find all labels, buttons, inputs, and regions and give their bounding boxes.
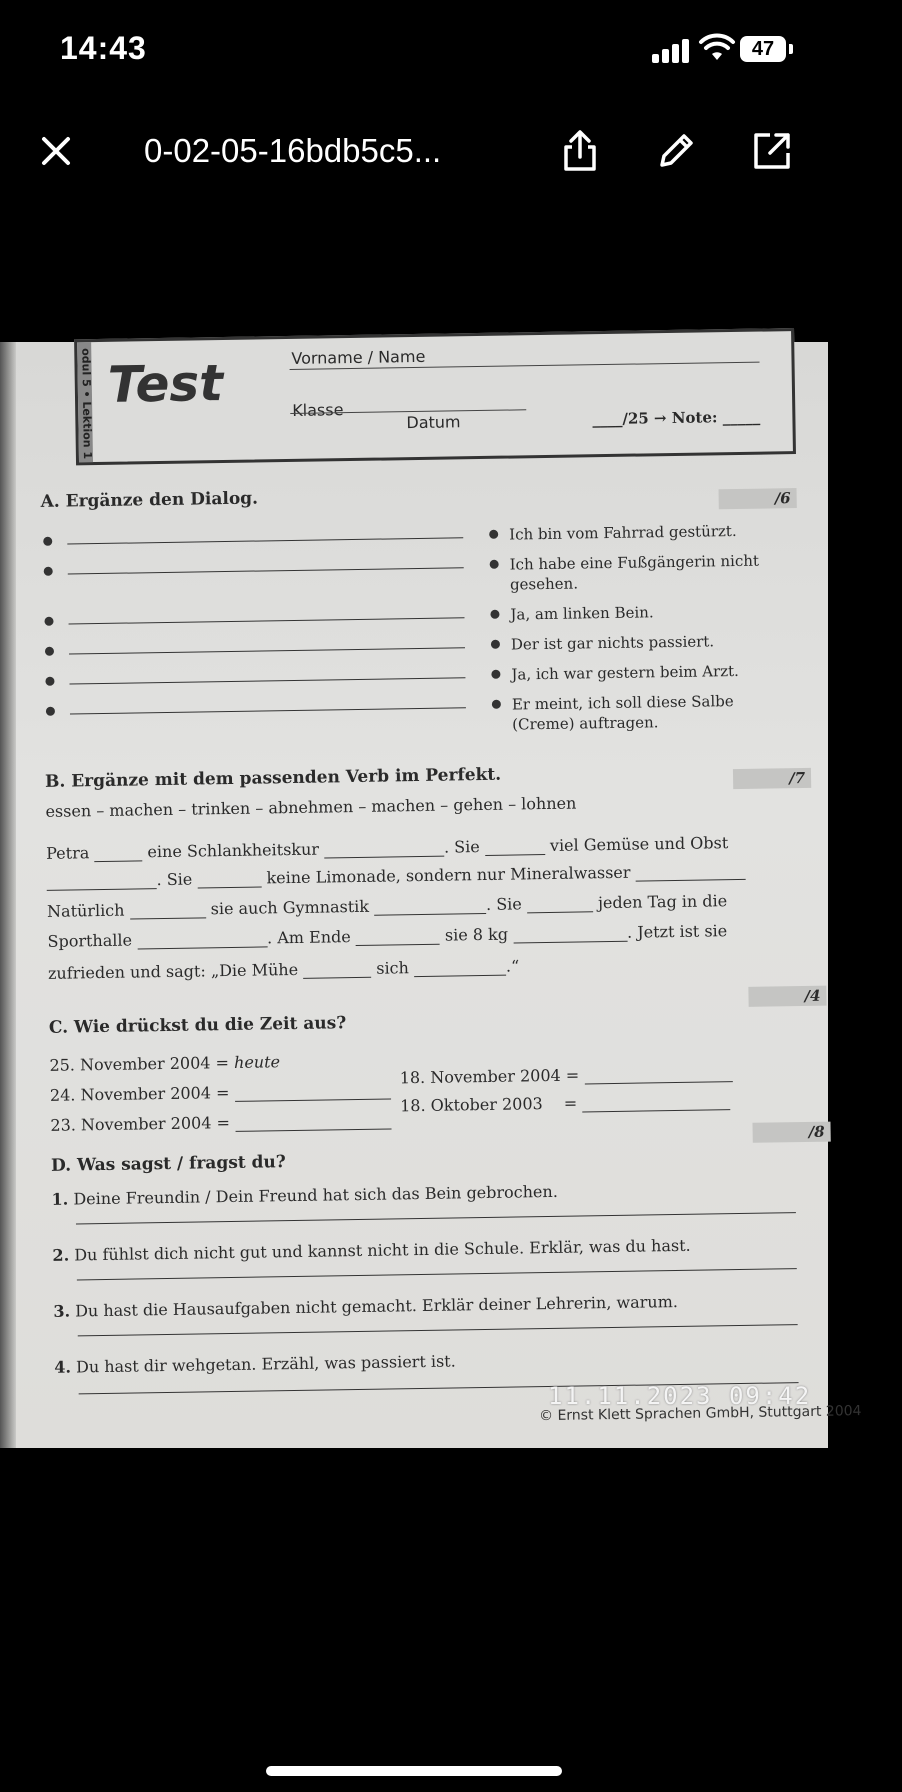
cloze-line [46,861,745,891]
cloze-line [47,921,727,951]
date-row [50,1080,391,1104]
blank [356,930,440,946]
blank [129,903,205,919]
blank [635,865,745,882]
equals-sign: = [565,1065,580,1085]
blank [197,872,261,888]
section-b-title: B. Ergänze mit dem passenden Verb im Perfekt. [44,764,502,792]
equals-sign: = [216,1113,231,1133]
dialog-row [39,660,799,694]
dialog-answer: Ich bin vom Fahrrad gestürzt. [509,521,737,544]
blank [234,1084,390,1101]
blank [584,1067,732,1084]
cloze-text: eine Schlankheitskur [147,839,320,862]
home-indicator[interactable] [266,1766,562,1776]
section-d-title: D. Was sagst / fragst du? [50,1152,286,1176]
cloze-text: Natürlich [46,900,125,921]
klasse-label: Klasse [292,400,344,420]
cloze-text: Sporthalle [47,930,133,951]
copyright-notice: © Ernst Klett Sprachen GmbH, Stuttgart 2004 [538,1403,862,1425]
cloze-text: Petra [46,843,90,863]
question-number: 4. [54,1357,72,1377]
question-item [53,1292,678,1321]
cloze-text: sie auch Gymnastik [210,896,370,919]
dialog-row [37,520,797,554]
status-bar [0,0,828,100]
equals-sign: = [563,1093,578,1113]
date-label: 18. November 2004 [399,1065,561,1088]
bullet [44,567,53,576]
cloze-text: sie 8 kg [444,924,509,945]
blank [47,874,157,891]
name-label: Vorname / Name [291,346,426,368]
file-title: 0-02-05-16bdb5c5... [144,132,442,169]
lesson-label: odul 5 • Lektion 1 [79,348,94,460]
blank [137,932,267,949]
book-spine-edge [0,342,16,1448]
cloze-text: . Am Ende [266,927,351,948]
date-answer: = heute [215,1052,281,1073]
bullet [45,677,54,686]
battery-indicator: 47 [740,36,786,62]
close-icon[interactable] [34,129,78,173]
answer-line [69,617,465,624]
bullet [491,640,500,649]
blank [324,842,444,859]
answer-line [78,1324,798,1336]
dialog-answer: Er meint, ich soll diese Salbe (Creme) auftragen. [511,692,734,734]
answer-line [68,567,464,574]
section-b-score: /7 [733,768,811,789]
date-label: 18. Oktober 2003 [400,1094,543,1116]
bullet [490,610,499,619]
answer-line [77,1268,797,1280]
answer-line [76,1212,796,1224]
blank [582,1095,730,1112]
date-label: 23. November 2004 [50,1113,212,1135]
question-text: Du fühlst dich nicht gut und kannst nicht in die Schule. Erklär, was du hast. [74,1235,691,1265]
bullet [489,530,498,539]
open-external-icon[interactable] [750,129,794,173]
bullet [491,670,500,679]
dialog-answer: Ich habe eine Fußgängerin nicht gesehen. [509,551,760,594]
blank [235,1114,391,1131]
cloze-text: .“ [505,956,520,976]
cloze-line [46,833,728,863]
question-number: 1. [51,1189,69,1209]
blank [485,840,545,856]
cloze-text: sich [376,958,410,978]
question-text: Deine Freundin / Dein Freund hat sich das Bein gebrochen. [73,1181,558,1209]
edit-pencil-icon[interactable] [654,129,698,173]
bullet [490,560,499,569]
blank [94,846,142,862]
blank [414,961,506,977]
share-icon[interactable] [558,129,602,173]
verb-list: essen – machen – trinken – abnehmen – machen – gehen – lohnen [45,793,577,821]
photo-timestamp: 11.11.2023 09:42 [548,1382,812,1410]
question-item [54,1352,456,1377]
answer-line [70,707,466,714]
cloze-text: jeden Tag in die [597,891,728,913]
section-c-title: C. Wie drückst du die Zeit aus? [48,1013,347,1038]
date-label: 24. November 2004 [49,1083,212,1105]
cellular-signal-icon [652,37,692,63]
question-number: 2. [52,1245,70,1265]
dialog-row [38,600,798,634]
blank [374,899,486,916]
question-text: Du hast dir wehgetan. Erzähl, was passiert ist. [75,1351,456,1377]
clock: 14:43 [60,30,147,66]
datum-label: Datum [406,412,461,433]
answer-line [67,537,463,544]
bullet [46,707,55,716]
cloze-text: zufrieden und sagt: „Die Mühe [47,959,299,983]
bullet [492,700,501,709]
answer-line [69,647,465,654]
cloze-text: . Sie [156,869,193,890]
cloze-line [47,891,727,921]
worksheet-header [74,328,796,465]
section-a-score: /6 [719,488,797,509]
date-row [400,1063,733,1087]
equals-sign: = [215,1083,230,1103]
bullet [44,617,53,626]
section-c-score: /4 [748,986,826,1007]
cloze-text: . Jetzt ist sie [626,921,728,942]
date-row [49,1052,280,1075]
question-number: 3. [53,1301,71,1321]
cloze-text: . Sie [443,837,480,857]
blank [527,897,593,913]
battery-tip [789,44,793,54]
cloze-text: . Sie [485,894,522,914]
dialog-answer: Der ist gar nichts passiert. [510,632,715,654]
question-item [52,1236,690,1265]
test-heading: Test [107,354,224,414]
question-text: Du hast die Hausaufgaben nicht gemacht. Erklär deiner Lehrerin, warum. [74,1292,679,1321]
document-photo[interactable] [0,342,862,1448]
viewer-toolbar [0,110,828,192]
date-row [50,1110,391,1134]
dialog-answer: Ja, am linken Bein. [510,603,654,624]
dialog-answer: Ja, ich war gestern beim Arzt. [511,661,740,684]
bullet [43,537,52,546]
bullet [45,647,54,656]
section-a-title: A. Ergänze den Dialog. [40,488,259,512]
dialog-row [39,630,799,664]
cloze-line [48,956,519,982]
date-row [400,1091,730,1115]
dialog-row [40,690,800,734]
cloze-text: keine Limonade, sondern nur Mineralwasser [266,862,631,888]
blank [303,963,371,979]
answer-line [69,677,465,684]
cloze-text: viel Gemüse und Obst [549,833,729,855]
wifi-icon [700,36,734,62]
question-item [51,1182,558,1209]
worksheet-page [34,321,902,1474]
section-d-score: /8 [752,1122,830,1143]
date-label: 25. November 2004 [49,1053,211,1075]
blank [513,927,627,944]
total-score-label: ____/25 → Note: _____ [592,407,761,429]
dialog-row [38,550,798,594]
